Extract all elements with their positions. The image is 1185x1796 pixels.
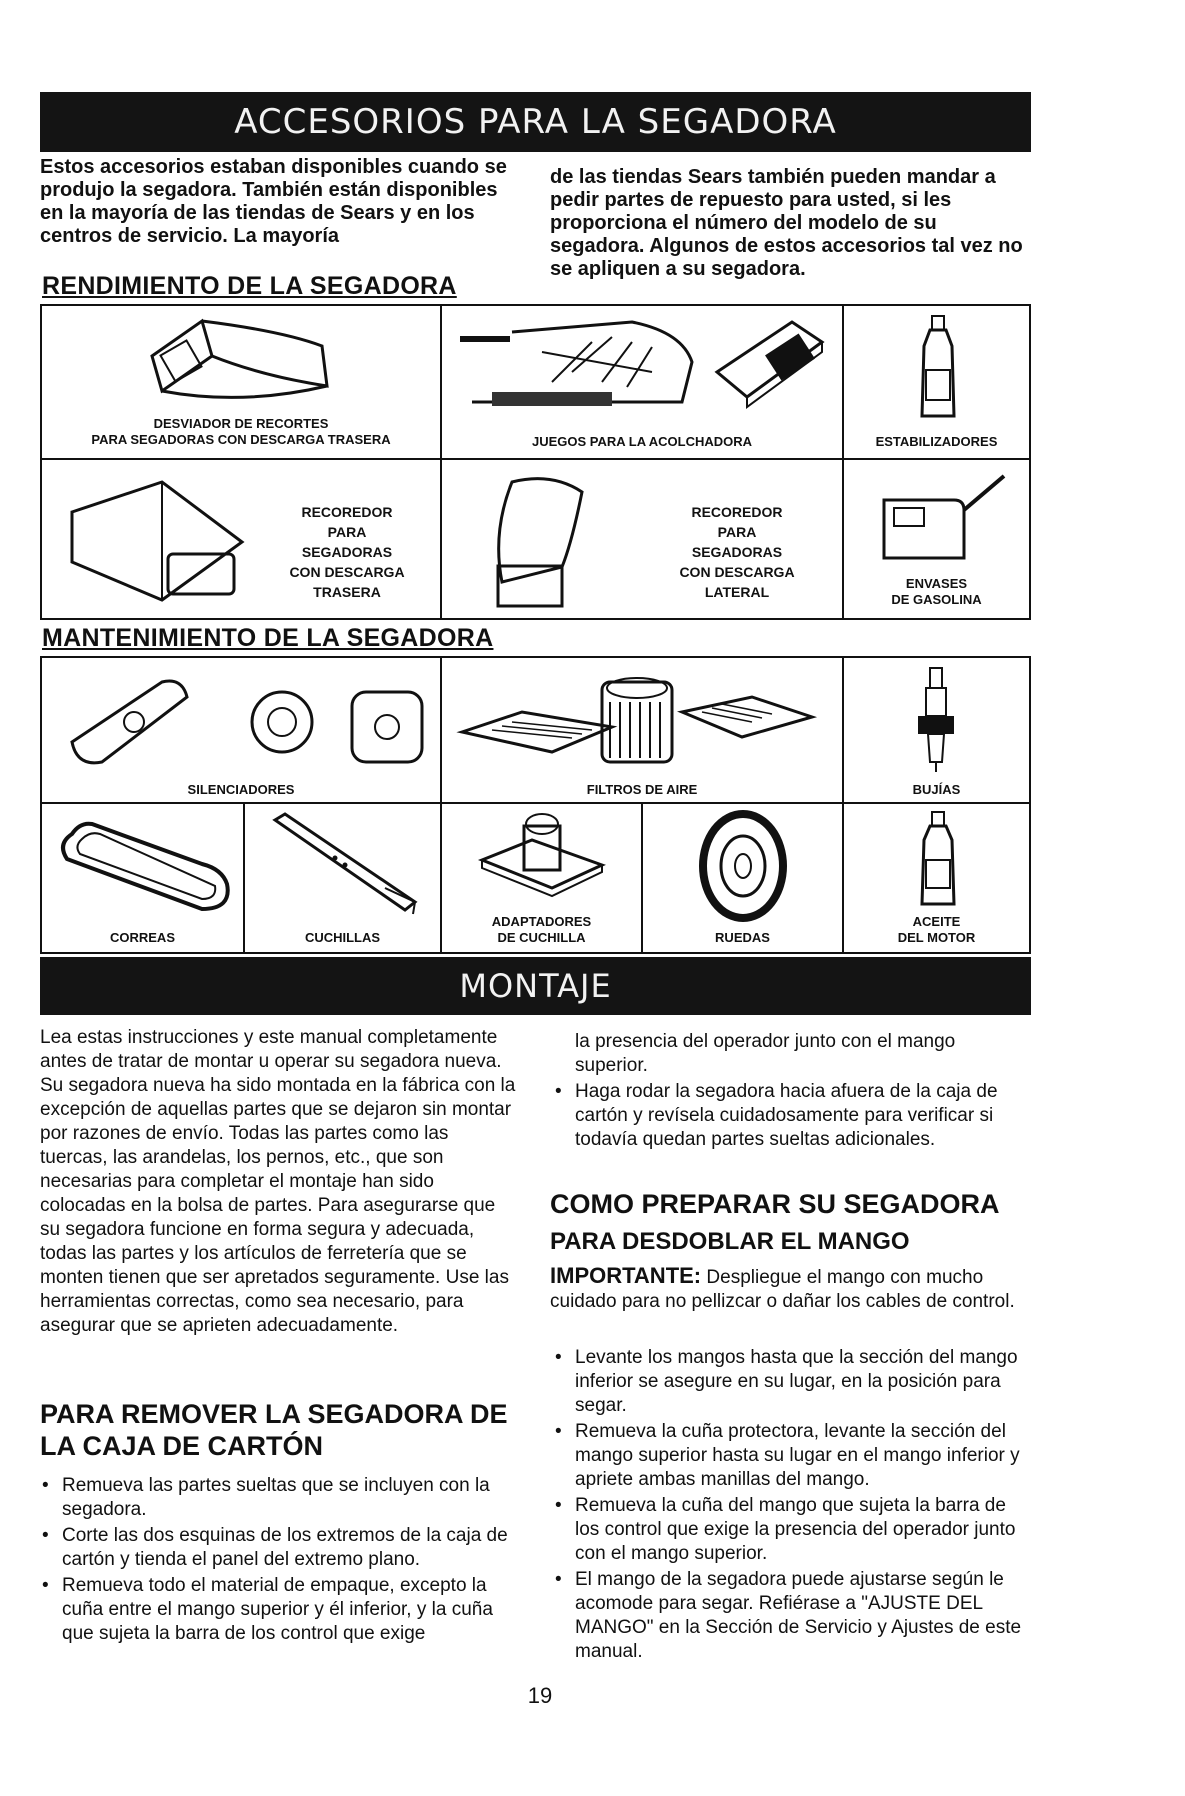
mower-blade-icon [265,810,425,920]
mulching-kit-icon [452,312,842,422]
wheel-icon [693,808,793,924]
deflector-caption-1: DESVIADOR DE RECORTES [153,416,329,431]
rear-bag-line: PARA [327,524,367,540]
performance-heading: RENDIMIENTO DE LA SEGADORA [42,272,457,300]
gas-can-cell [844,460,1029,618]
side-bag-line: SEGADORAS [691,544,783,560]
important-note [550,1264,1025,1314]
blade-adapter-caption-2: DE CUCHILLA [497,930,586,945]
list-item: • Remueva las partes sueltas que se incluyen con la segadora. [36,1474,520,1522]
muffler-icon [62,672,432,772]
list-item: • Corte las dos esquinas de los extremos de la caja de cartón y tienda el panel del extremo plano. [36,1524,520,1572]
list-item: • Remueva todo el material de empaque, excepto la cuña entre el mango superior y él inferior, y la cuña que sujeta la barra de los control que exige [36,1574,520,1646]
unfold-bullet-list [549,1346,1027,1666]
maintenance-grid [40,656,1031,954]
unbox-bullet-list [549,1080,1027,1154]
spark-plug-cell [844,658,1029,804]
blade-cell [245,804,442,952]
rear-bag-line: CON DESCARGA [289,564,405,580]
blade-adapter-caption-1: ADAPTADORES [491,914,592,929]
remove-bullet-list [36,1474,520,1648]
intro-left-text: Estos accesorios estaban disponibles cuando se produjo la segadora. También están disponibles en la mayoría de las tiendas de Sears y en los centros de servicio. La mayoría [40,156,507,247]
assembly-intro-text: Lea estas instrucciones y este manual completamente antes de tratar de montar u operar su segadora nueva. Su segadora nueva ha sido montada en la fábrica con la excepción de aquellas partes que se dejaron sin montar por razones de envío. Todas las partes como las tuercas, las arandelas, los pernos, etc., que son necesarias para completar el montaje han sido colocadas en la bolsa de partes. Para asegurarse que su segadora funcione en forma segura y adecuada, todas las partes y los artículos de ferretería que se monten tienen que ser apretados seguramente. Use las herramientas correctas, como sea necesario, para asegurar que se aprieten adecuadamente. [40,1027,516,1336]
unfold-heading: PARA DESDOBLAR EL MANGO [550,1228,910,1255]
accessories-banner: ACCESORIOS PARA LA SEGADORA [40,92,1031,152]
rear-bag-cell [42,460,442,618]
list-item: • Levante los mangos hasta que la sección del mango inferior se asegure en su lugar, en la posición para segar. [549,1346,1027,1418]
important-label: IMPORTANTE: [550,1263,702,1288]
gas-can-icon [874,470,1014,570]
side-bag-cell [442,460,844,618]
list-item: • Haga rodar la segadora hacia afuera de la caja de cartón y revísela cuidadosamente para verificar si todavía quedan partes sueltas adicionales. [549,1080,1027,1152]
deflector-caption-2: PARA SEGADORAS CON DESCARGA TRASERA [91,432,391,447]
rear-bag-line: RECOREDOR [301,504,393,520]
mulching-cell [442,306,844,460]
prepare-heading: COMO PREPARAR SU SEGADORA [550,1189,1000,1219]
side-bagger-icon [482,472,602,612]
stabilizer-bottle-icon [914,312,964,422]
side-bag-line: RECOREDOR [691,504,783,520]
gas-can-caption-1: ENVASES [905,576,968,591]
deflector-cell [42,306,442,460]
list-item: • Remueva la cuña del mango que sujeta la barra de los control que exige la presencia del operador junto con el mango superior. [549,1494,1027,1566]
belt-caption: CORREAS [109,930,175,945]
page-number: 19 [527,1683,553,1708]
muffler-cell [42,658,442,804]
blade-caption: CUCHILLAS [304,930,381,945]
wheel-cell [643,804,844,952]
important-text: Despliegue el mango con mucho cuidado para no pellizcar o dañar los cables de control. [550,1267,1015,1312]
belt-icon [52,814,237,914]
engine-oil-bottle-icon [914,808,964,908]
rear-bagger-icon [62,472,252,612]
intro-right-text: de las tiendas Sears también pueden mandar a pedir partes de repuesto para usted, si les proporciona el número del modelo de su segadora. Algunos de estos accesorios tal vez no se apliquen a su segadora. [550,166,1023,280]
list-item: • El mango de la segadora puede ajustarse según le acomode para segar. Refiérase a "AJUSTE DEL MANGO" en la Sección de Servicio y Ajustes de este manual. [549,1568,1027,1664]
gas-can-caption-2: DE GASOLINA [891,592,982,607]
blade-adapter-icon [472,810,612,910]
spark-plug-caption: BUJÍAS [912,782,961,797]
rear-bag-caption [272,502,422,602]
air-filter-caption: FILTROS DE AIRE [586,782,698,797]
air-filter-cell [442,658,844,804]
blade-adapter-cell [442,804,643,952]
stabilizer-cell [844,306,1029,460]
stabilizer-caption: ESTABILIZADORES [875,434,998,449]
performance-grid [40,304,1031,620]
air-filter-icon [452,672,832,772]
mulching-caption: JUEGOS PARA LA ACOLCHADORA [531,434,753,449]
assembly-banner: MONTAJE [40,957,1031,1015]
continuation-text: la presencia del operador junto con el mango superior. [575,1031,956,1076]
wheel-caption: RUEDAS [715,930,770,945]
side-bag-line: LATERAL [704,584,770,600]
muffler-caption: SILENCIADORES [187,782,295,797]
side-bag-line: PARA [717,524,757,540]
engine-oil-caption-1: ACEITE [912,914,961,929]
engine-oil-cell [844,804,1029,952]
remove-heading: PARA REMOVER LA SEGADORA DE LA CAJA DE CARTÓN [40,1399,508,1461]
grass-deflector-icon [142,316,342,411]
spark-plug-icon [914,666,958,776]
list-item: • Remueva la cuña protectora, levante la sección del mango superior hasta su lugar en el mango inferior y apriete ambas manillas del mango. [549,1420,1027,1492]
rear-bag-line: TRASERA [313,584,381,600]
belt-cell [42,804,245,952]
side-bag-line: CON DESCARGA [679,564,795,580]
engine-oil-caption-2: DEL MOTOR [897,930,976,945]
side-bag-caption [662,502,812,602]
rear-bag-line: SEGADORAS [301,544,393,560]
maintenance-heading: MANTENIMIENTO DE LA SEGADORA [42,624,494,652]
